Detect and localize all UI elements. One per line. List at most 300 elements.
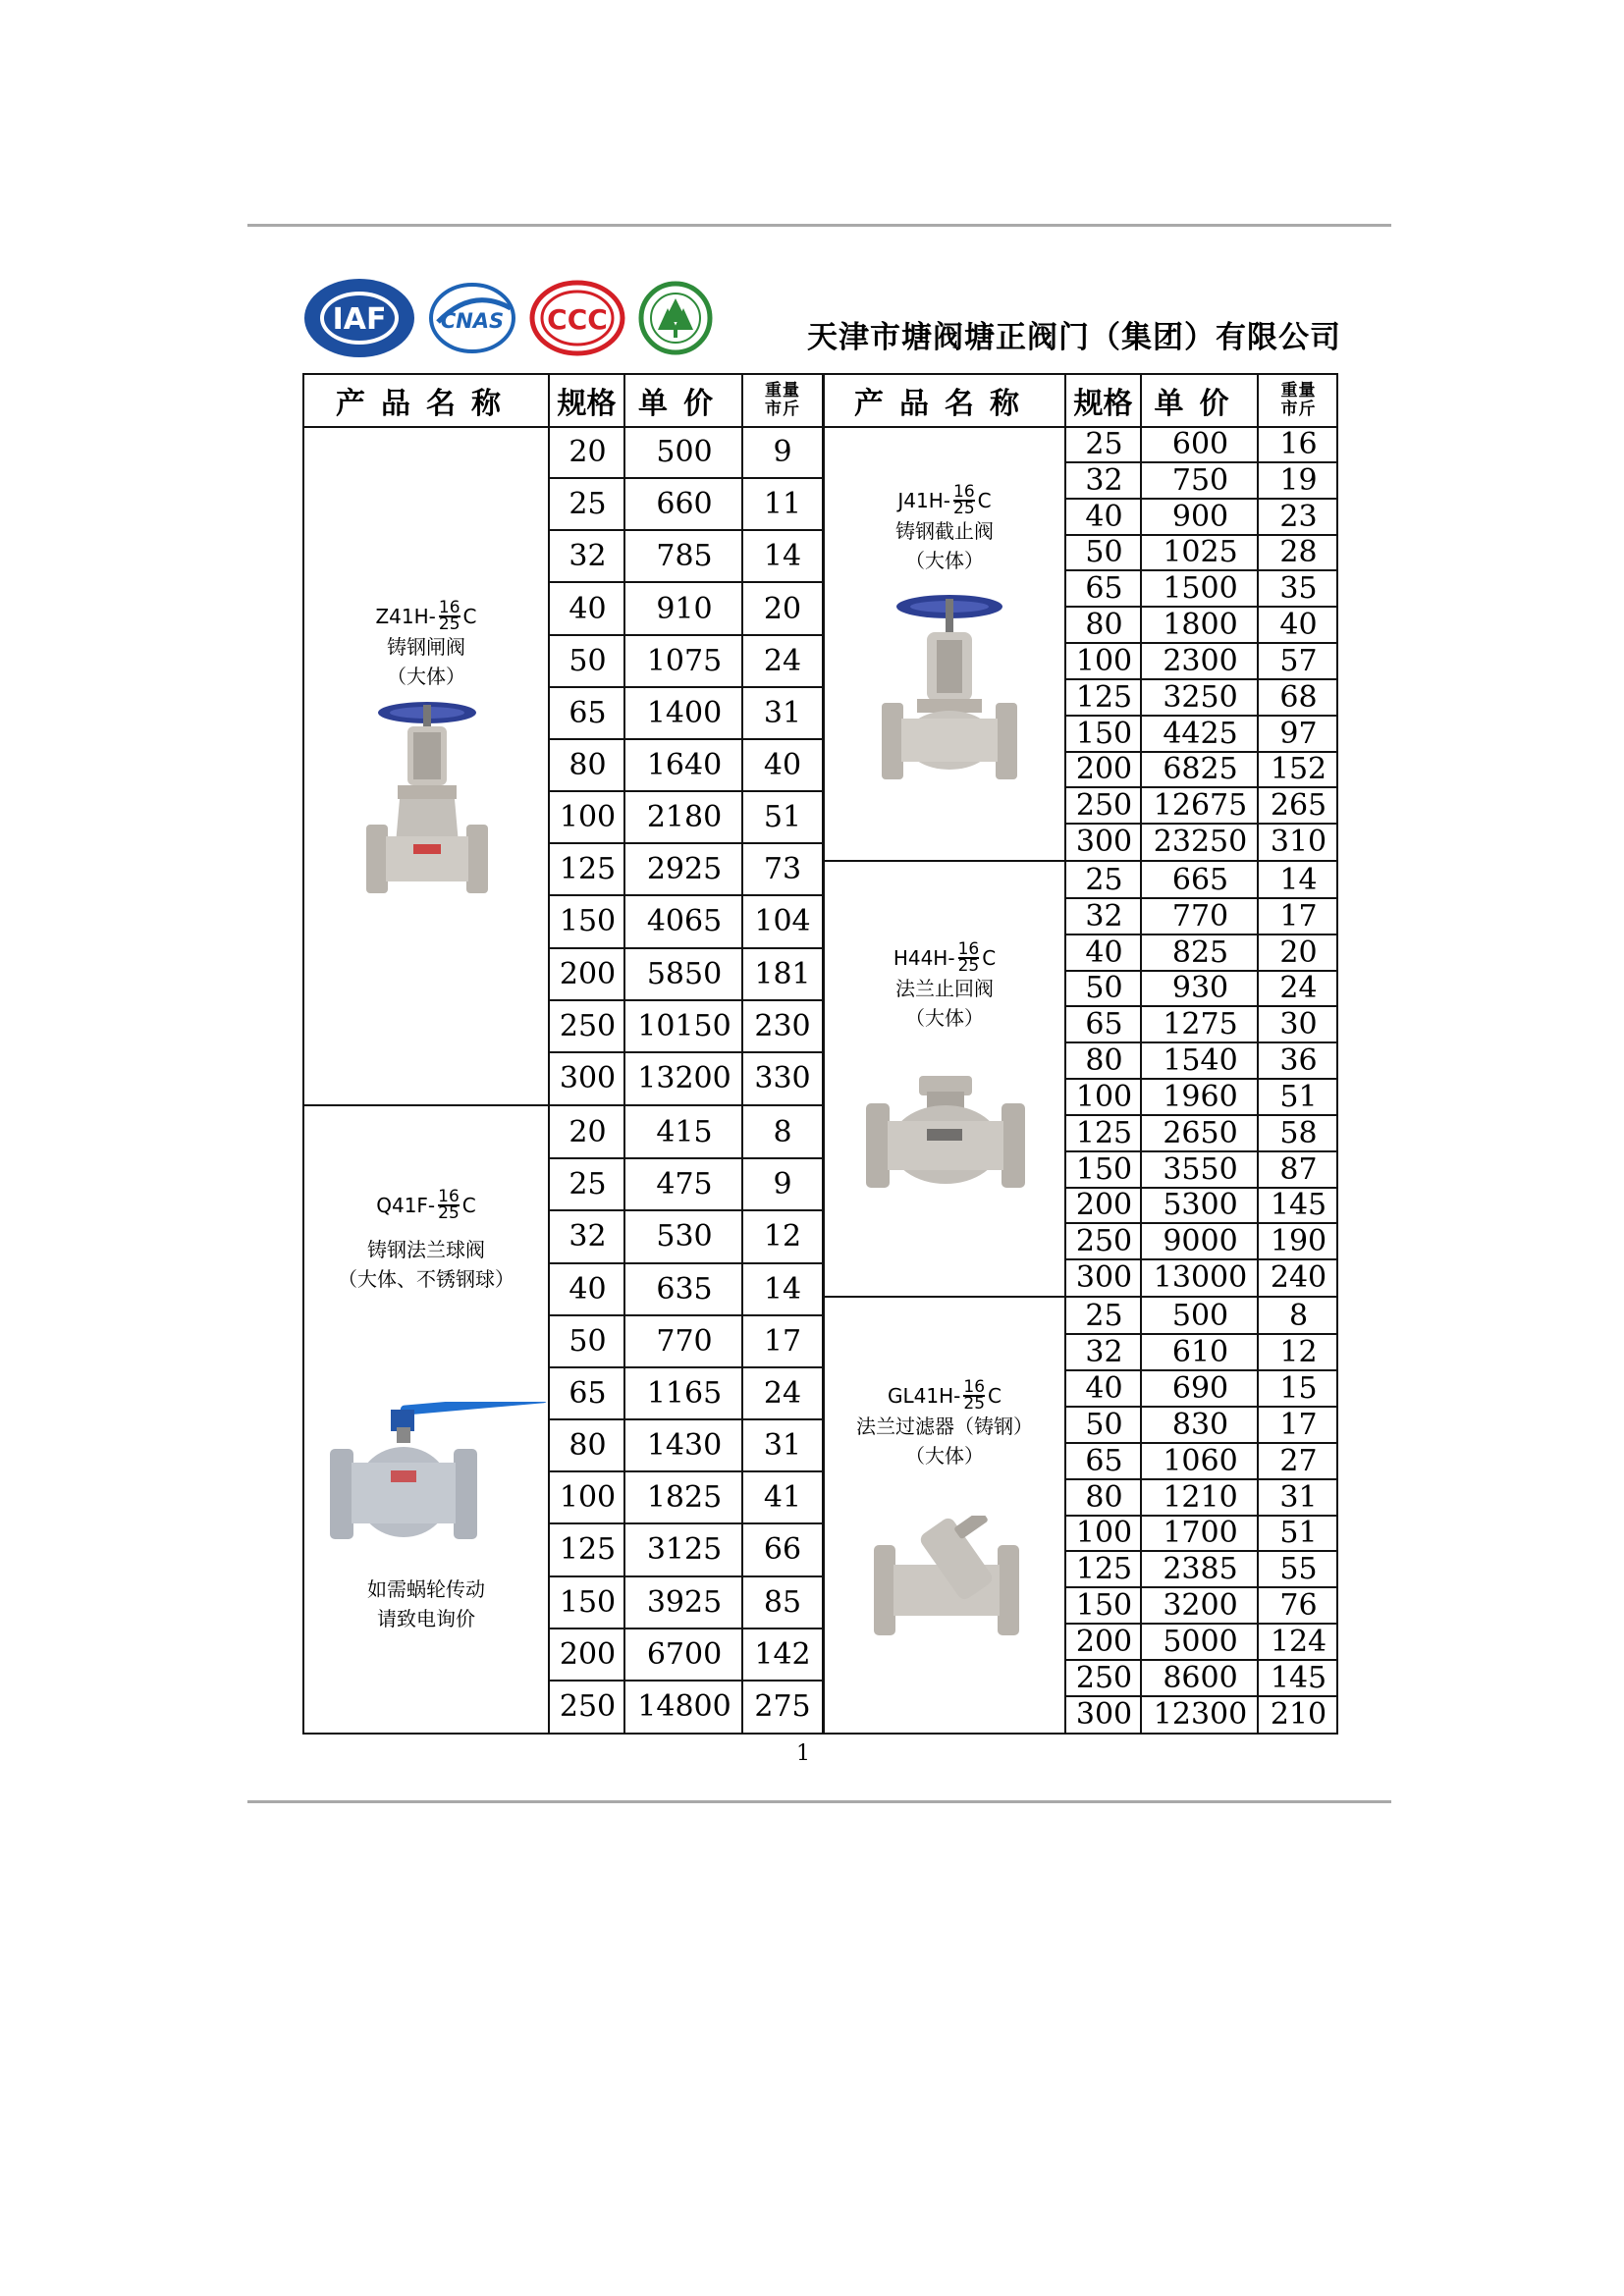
cell-spec: 250 (1075, 1661, 1133, 1696)
cell-price: 770 (656, 1323, 713, 1359)
header-price-right: 单价 (1154, 387, 1245, 421)
product-cell-gl41h (825, 1377, 1064, 1470)
cell-weight: 20 (763, 591, 802, 626)
cell-weight: 240 (1270, 1260, 1327, 1296)
cell-spec: 125 (559, 852, 617, 887)
cell-weight: 36 (1279, 1043, 1318, 1079)
cell-spec: 125 (559, 1532, 617, 1568)
cell-weight: 19 (1279, 462, 1318, 498)
cell-price: 1275 (1163, 1007, 1238, 1042)
iaf-logo (302, 277, 416, 359)
header-product-name-right: 产品名称 (854, 387, 1035, 421)
table-row (1066, 1660, 1338, 1696)
header-spec-right: 规格 (1073, 387, 1133, 421)
cell-weight: 12 (763, 1219, 802, 1255)
cell-weight: 230 (754, 1008, 811, 1043)
header-product-name: 产品名称 (336, 387, 516, 421)
cell-price: 830 (1171, 1407, 1229, 1442)
row-rule (550, 1157, 822, 1159)
cell-spec: 150 (559, 904, 617, 939)
cell-weight: 31 (1279, 1479, 1318, 1515)
table-row (550, 843, 822, 895)
header-weight (743, 375, 822, 426)
cell-weight: 35 (1279, 571, 1318, 607)
cell-weight: 15 (1279, 1370, 1318, 1406)
table-row (550, 1052, 822, 1104)
company-name: 天津市塘阀塘正阀门（集团）有限公司 (807, 320, 1341, 355)
cell-price: 770 (1171, 898, 1229, 934)
cell-price: 3125 (646, 1532, 723, 1568)
cell-price: 9000 (1163, 1224, 1238, 1259)
cell-spec: 25 (1085, 426, 1123, 461)
table-row (550, 687, 822, 739)
row-rule (1066, 1623, 1338, 1625)
table-row (550, 948, 822, 1000)
table-row (550, 1000, 822, 1052)
cell-spec: 300 (1075, 1697, 1133, 1733)
table-row (550, 791, 822, 843)
environment-logo (638, 279, 713, 357)
cell-spec: 80 (568, 1428, 607, 1464)
ccc-logo-text: CCC (547, 303, 608, 336)
table-row (550, 1210, 822, 1262)
cell-spec: 300 (559, 1060, 617, 1095)
row-rule (1066, 823, 1338, 825)
call-for-price-note: 请致电询价 (377, 1607, 475, 1630)
cell-weight: 58 (1279, 1115, 1318, 1150)
row-rule (1066, 1659, 1338, 1661)
bottom-rule (247, 1800, 1391, 1803)
cell-spec: 100 (1075, 643, 1133, 678)
cell-weight: 24 (763, 643, 802, 678)
cell-price: 1500 (1163, 571, 1238, 607)
certification-logos (302, 277, 713, 359)
cell-price: 1210 (1163, 1479, 1238, 1515)
cell-price: 14800 (637, 1688, 731, 1724)
table-row (1066, 1479, 1338, 1516)
cell-spec: 125 (1075, 1115, 1133, 1150)
table-row (1066, 752, 1338, 788)
cell-price: 1165 (646, 1375, 723, 1411)
cell-price: 1700 (1163, 1516, 1238, 1551)
cell-price: 5000 (1163, 1625, 1238, 1660)
row-rule (1066, 1187, 1338, 1189)
cell-spec: 50 (568, 1323, 607, 1359)
cell-price: 665 (1171, 862, 1229, 897)
page-number: 1 (796, 1741, 810, 1766)
table-row (1066, 679, 1338, 716)
cell-weight: 24 (1279, 971, 1318, 1006)
cell-spec: 150 (1075, 1151, 1133, 1187)
cell-spec: 250 (559, 1008, 617, 1043)
product-model: Q41F- $\frac{16}{25}$ C (376, 1187, 476, 1223)
price-table (302, 373, 1338, 1735)
cell-spec: 125 (1075, 1552, 1133, 1587)
cell-weight: 14 (763, 1271, 802, 1307)
row-rule (550, 1051, 822, 1053)
cell-spec: 200 (1075, 1625, 1133, 1660)
product-name: 铸钢截止阀 (895, 519, 994, 543)
table-row (550, 1106, 822, 1158)
row-rule (1066, 1442, 1338, 1444)
cell-weight: 31 (763, 695, 802, 730)
cell-spec: 150 (1075, 716, 1133, 751)
cell-spec: 200 (559, 956, 617, 991)
table-row (1066, 1624, 1338, 1660)
row-rule (550, 1522, 822, 1524)
y-strainer-icon (868, 1516, 1025, 1647)
row-rule (550, 842, 822, 844)
table-row (1066, 1298, 1338, 1334)
product-model: GL41H- $\frac{16}{25}$ C (888, 1377, 1001, 1414)
row-rule (1066, 1333, 1338, 1335)
header-price: 单价 (638, 387, 729, 421)
table-row (1066, 1587, 1338, 1624)
table-row (550, 1158, 822, 1210)
row-rule (550, 894, 822, 896)
product-note: （大体） (905, 1444, 984, 1468)
gate-valve-icon (358, 699, 496, 909)
cell-weight: 12 (1279, 1334, 1318, 1369)
table-row (1066, 1443, 1338, 1479)
cell-spec: 150 (1075, 1588, 1133, 1624)
cell-price: 4425 (1163, 716, 1238, 751)
cell-price: 12675 (1153, 788, 1248, 824)
cell-spec: 125 (1075, 679, 1133, 715)
table-row (550, 1523, 822, 1575)
cell-spec: 25 (568, 487, 607, 522)
cell-spec: 50 (1085, 1407, 1123, 1442)
cell-spec: 100 (559, 800, 617, 835)
header-weight-line1-right: 重量 (1280, 381, 1317, 400)
product-name: 法兰过滤器（铸钢） (856, 1415, 1033, 1438)
cell-price: 1400 (646, 695, 723, 730)
cell-spec: 32 (1085, 462, 1123, 498)
cell-weight: 14 (763, 539, 802, 574)
row-rule (1066, 606, 1338, 608)
row-rule (1066, 751, 1338, 753)
cell-price: 600 (1171, 426, 1229, 461)
row-rule (550, 1314, 822, 1316)
cell-price: 825 (1171, 934, 1229, 970)
cell-spec: 250 (559, 1688, 617, 1724)
cell-price: 660 (656, 487, 713, 522)
row-rule (1066, 1078, 1338, 1080)
cell-spec: 300 (1075, 1260, 1133, 1296)
cell-price: 3550 (1163, 1151, 1238, 1187)
cell-price: 910 (656, 591, 713, 626)
table-row (1066, 1079, 1338, 1115)
cell-price: 1025 (1163, 535, 1238, 570)
row-rule (1066, 1258, 1338, 1260)
cell-price: 500 (1171, 1298, 1229, 1333)
cell-spec: 80 (1085, 1043, 1123, 1079)
table-row (1066, 1259, 1338, 1296)
row-rule (550, 581, 822, 583)
cell-spec: 40 (1085, 934, 1123, 970)
cell-weight: 190 (1270, 1224, 1327, 1259)
cell-price: 1060 (1163, 1443, 1238, 1478)
cell-spec: 65 (1085, 1443, 1123, 1478)
table-row (1066, 1551, 1338, 1587)
cell-price: 1075 (646, 643, 723, 678)
globe-valve-icon (876, 593, 1023, 793)
row-rule (1066, 897, 1338, 899)
row-rule (550, 1418, 822, 1420)
cell-spec: 65 (568, 695, 607, 730)
cell-weight: 41 (763, 1480, 802, 1516)
ccc-logo (528, 279, 626, 357)
cell-spec: 250 (1075, 1224, 1133, 1259)
row-rule (1066, 1114, 1338, 1116)
cell-weight: 27 (1279, 1443, 1318, 1478)
cell-weight: 330 (754, 1060, 811, 1095)
cell-price: 785 (656, 539, 713, 574)
cell-price: 10150 (637, 1008, 731, 1043)
row-rule (1066, 642, 1338, 644)
cell-weight: 11 (763, 487, 802, 522)
row-rule (1066, 934, 1338, 935)
row-rule (1066, 1005, 1338, 1007)
cell-spec: 50 (568, 643, 607, 678)
check-valve-icon (862, 1074, 1029, 1196)
table-row (1066, 1006, 1338, 1042)
row-rule (1066, 715, 1338, 717)
cell-spec: 80 (1085, 608, 1123, 643)
cell-spec: 20 (568, 1115, 607, 1150)
cell-price: 415 (656, 1115, 713, 1150)
iaf-logo-text: IAF (332, 302, 387, 337)
cell-spec: 100 (559, 1480, 617, 1516)
row-rule (1066, 498, 1338, 500)
cell-price: 1825 (646, 1480, 723, 1516)
row-rule (550, 1628, 822, 1629)
table-row (1066, 787, 1338, 824)
cell-spec: 32 (1085, 898, 1123, 934)
cell-weight: 51 (1279, 1079, 1318, 1114)
cell-weight: 181 (754, 956, 811, 991)
table-row (1066, 898, 1338, 934)
cell-weight: 76 (1279, 1588, 1318, 1624)
row-rule (1066, 1550, 1338, 1552)
table-row (1066, 426, 1338, 462)
table-row (550, 582, 822, 634)
cell-spec: 32 (568, 1219, 607, 1255)
cell-spec: 20 (568, 435, 607, 470)
cell-price: 23250 (1153, 825, 1248, 860)
header-weight-line2: 市斤 (765, 400, 800, 419)
cell-spec: 65 (568, 1375, 607, 1411)
product-cell-z41h (304, 598, 548, 691)
row-rule (1066, 786, 1338, 788)
cell-price: 1430 (646, 1428, 723, 1464)
table-row (550, 1367, 822, 1419)
table-row (1066, 862, 1338, 898)
row-rule (1066, 569, 1338, 571)
cell-spec: 32 (1085, 1334, 1123, 1369)
cell-weight: 20 (1279, 934, 1318, 970)
table-row (1066, 1188, 1338, 1224)
cell-spec: 200 (559, 1636, 617, 1672)
cnas-logo (428, 279, 516, 357)
row-rule (550, 1470, 822, 1472)
cell-weight: 73 (763, 852, 802, 887)
cell-weight: 124 (1270, 1625, 1327, 1660)
cell-spec: 40 (1085, 499, 1123, 534)
cell-price: 5850 (646, 956, 723, 991)
row-rule (550, 1366, 822, 1368)
cell-weight: 9 (773, 435, 792, 470)
table-row (1066, 1696, 1338, 1733)
product-model: Z41H- $\frac{16}{25}$ C (375, 598, 477, 634)
row-rule (550, 947, 822, 949)
cell-price: 500 (656, 435, 713, 470)
table-row (1066, 1334, 1338, 1370)
cell-weight: 210 (1270, 1697, 1327, 1733)
table-row (550, 478, 822, 530)
row-rule (1066, 1222, 1338, 1224)
row-rule (550, 999, 822, 1001)
cell-price: 13000 (1153, 1260, 1248, 1296)
cell-weight: 87 (1279, 1151, 1318, 1187)
cell-price: 750 (1171, 462, 1229, 498)
product-cell-h44h (825, 939, 1064, 1033)
cell-price: 8600 (1163, 1661, 1238, 1696)
table-row (550, 1419, 822, 1471)
row-rule (1066, 1041, 1338, 1043)
product-note: （大体） (905, 1006, 984, 1030)
cell-price: 530 (656, 1219, 713, 1255)
header-weight-line2-right: 市斤 (1280, 400, 1317, 419)
cell-price: 475 (656, 1167, 713, 1202)
cell-spec: 32 (568, 539, 607, 574)
cell-price: 690 (1171, 1370, 1229, 1406)
table-row (1066, 462, 1338, 499)
row-rule (1066, 1150, 1338, 1152)
row-rule (550, 477, 822, 479)
row-rule (550, 1680, 822, 1682)
ball-valve-icon (322, 1402, 558, 1553)
cell-price: 12300 (1153, 1697, 1248, 1733)
cell-price: 1540 (1163, 1043, 1238, 1079)
row-rule (1066, 1515, 1338, 1517)
cell-price: 900 (1171, 499, 1229, 534)
cell-spec: 25 (1085, 862, 1123, 897)
worm-gear-note: 如需蜗轮传动 (367, 1577, 485, 1601)
table-row (1066, 1042, 1338, 1079)
cell-spec: 200 (1075, 752, 1133, 787)
row-rule (550, 1575, 822, 1577)
table-row (550, 739, 822, 791)
row-rule (1066, 1369, 1338, 1371)
cell-weight: 275 (754, 1688, 811, 1724)
table-row (550, 1315, 822, 1367)
row-rule (1066, 678, 1338, 680)
row-rule (1066, 1586, 1338, 1588)
cell-weight: 30 (1279, 1007, 1318, 1042)
cell-price: 930 (1171, 971, 1229, 1006)
product-extra-note (304, 1575, 548, 1633)
cell-weight: 104 (754, 904, 811, 939)
cell-weight: 66 (763, 1532, 802, 1568)
cell-weight: 28 (1279, 535, 1318, 570)
cell-price: 635 (656, 1271, 713, 1307)
product-note: （大体、不锈钢球） (338, 1267, 514, 1291)
table-row (1066, 716, 1338, 752)
cell-weight: 8 (773, 1115, 792, 1150)
cell-spec: 40 (568, 591, 607, 626)
table-row (550, 895, 822, 947)
cell-price: 6700 (646, 1636, 723, 1672)
row-rule (1066, 534, 1338, 536)
product-cell-q41f (304, 1187, 548, 1294)
row-rule (550, 634, 822, 636)
cell-spec: 300 (1075, 825, 1133, 860)
table-row (1066, 824, 1338, 860)
cell-price: 2925 (646, 852, 723, 887)
table-row (1066, 1407, 1338, 1443)
table-row (550, 1681, 822, 1733)
cell-weight: 145 (1270, 1188, 1327, 1223)
table-row (1066, 934, 1338, 971)
cell-spec: 250 (1075, 788, 1133, 824)
table-row (1066, 607, 1338, 643)
row-rule (1066, 970, 1338, 972)
cell-price: 6825 (1163, 752, 1238, 787)
table-row (1066, 1370, 1338, 1407)
cell-price: 1960 (1163, 1079, 1238, 1114)
cell-price: 610 (1171, 1334, 1229, 1369)
product-note: （大体） (905, 549, 984, 572)
cell-spec: 50 (1085, 535, 1123, 570)
cell-weight: 40 (763, 747, 802, 782)
table-row (550, 635, 822, 687)
cell-spec: 80 (568, 747, 607, 782)
cell-price: 2385 (1163, 1552, 1238, 1587)
cell-spec: 100 (1075, 1516, 1133, 1551)
cell-weight: 14 (1279, 862, 1318, 897)
cell-weight: 17 (1279, 898, 1318, 934)
cell-weight: 8 (1288, 1298, 1309, 1333)
product-name: 铸钢闸阀 (387, 635, 465, 659)
header-weight-right (1259, 375, 1338, 426)
cell-weight: 16 (1279, 426, 1318, 461)
table-row (550, 530, 822, 582)
header-weight-line1: 重量 (765, 381, 800, 400)
cell-weight: 9 (773, 1167, 792, 1202)
col-rule (822, 375, 825, 1733)
table-row (1066, 971, 1338, 1007)
cnas-logo-text: CNAS (440, 309, 505, 333)
table-row (1066, 643, 1338, 679)
cell-spec: 65 (1085, 1007, 1123, 1042)
cell-price: 13200 (637, 1060, 731, 1095)
table-row (550, 1471, 822, 1523)
row-rule (1066, 1478, 1338, 1480)
cell-weight: 17 (1279, 1407, 1318, 1442)
table-row (1066, 570, 1338, 607)
cell-weight: 68 (1279, 679, 1318, 715)
cell-spec: 80 (1085, 1479, 1123, 1515)
cell-weight: 310 (1270, 825, 1327, 860)
table-row (550, 1263, 822, 1315)
row-rule (1066, 1695, 1338, 1697)
table-row (550, 1629, 822, 1681)
cell-weight: 85 (763, 1584, 802, 1620)
row-rule (550, 529, 822, 531)
cell-price: 2300 (1163, 643, 1238, 678)
product-note: （大体） (387, 665, 465, 688)
